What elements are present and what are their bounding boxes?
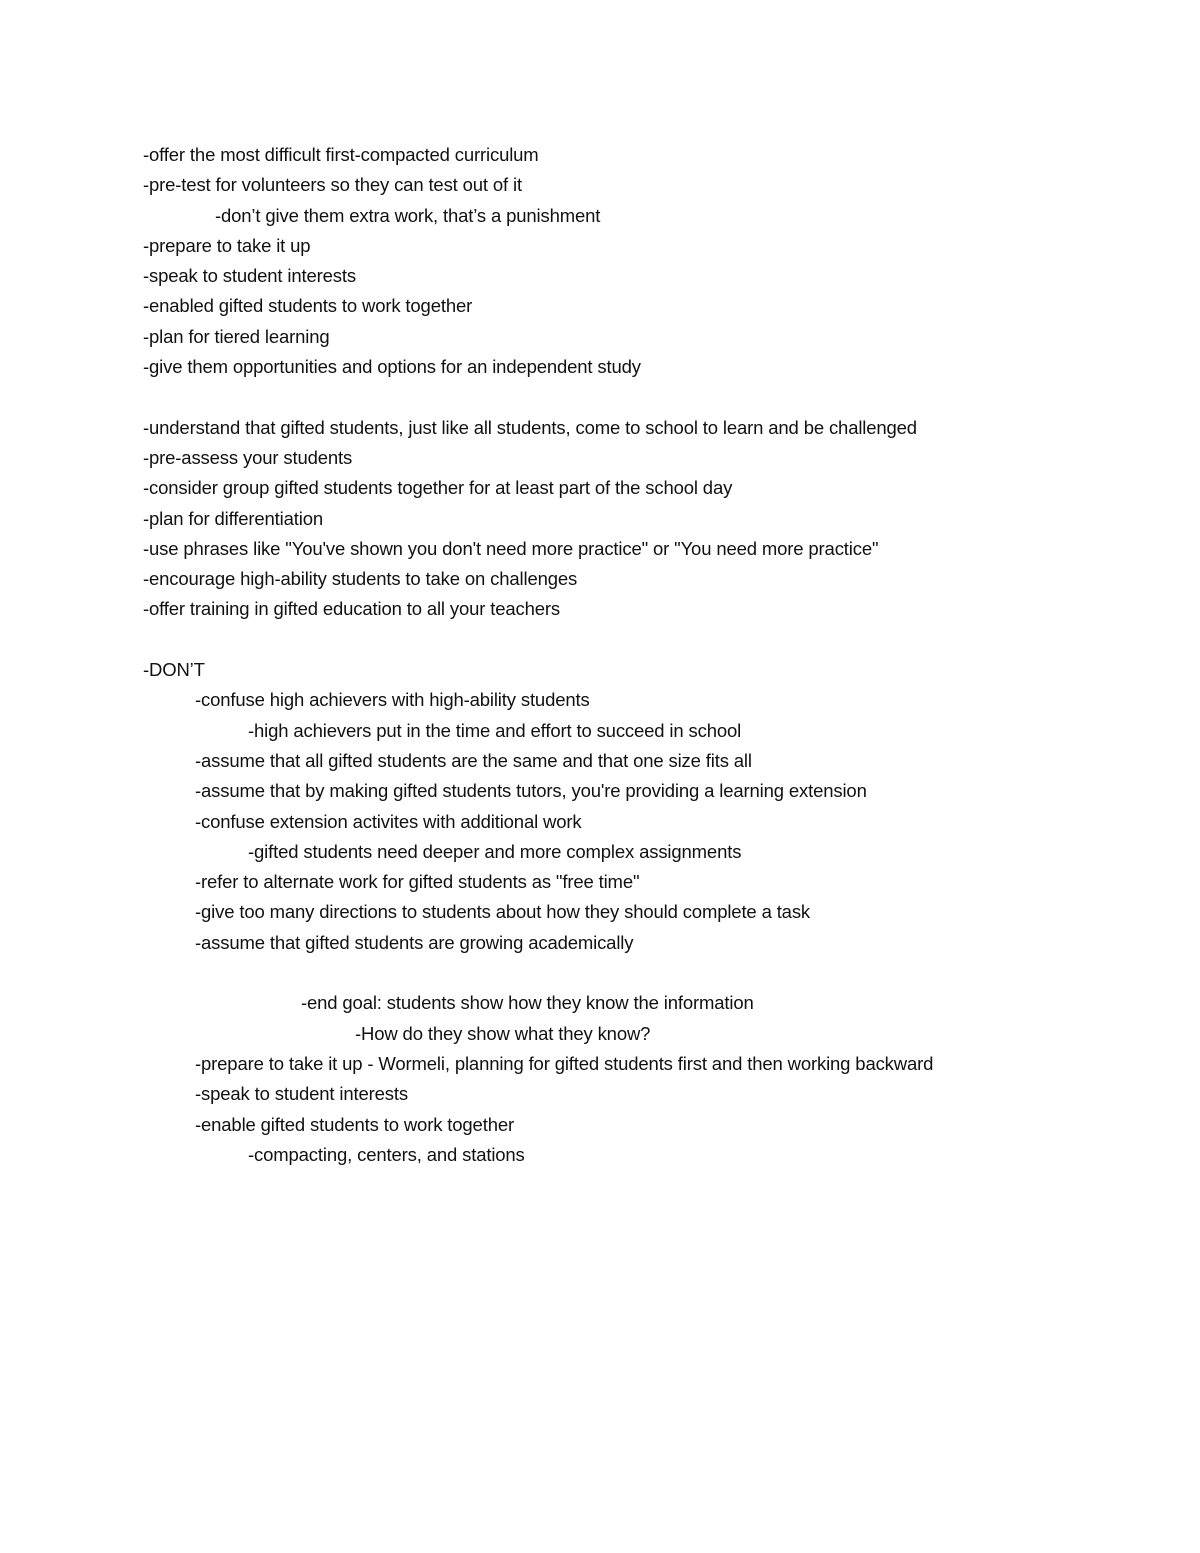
- note-line: -offer the most difficult first-compacted curriculum: [143, 144, 539, 165]
- note-line: -offer training in gifted education to all your teachers: [143, 598, 561, 620]
- note-line: -confuse high achievers with high-ability students: [195, 689, 590, 711]
- note-subline: -gifted students need deeper and more complex assignments: [248, 840, 742, 862]
- note-line: -assume that all gifted students are the same and that one size fits all: [195, 749, 752, 771]
- blank-line: [143, 625, 1143, 655]
- note-line: -prepare to take it up: [143, 234, 311, 256]
- note-line: -speak to student interests: [195, 1083, 408, 1105]
- section-heading-dont: -DON’T: [143, 659, 205, 681]
- note-line: -assume that gifted students are growing academically: [195, 931, 634, 953]
- note-line: -refer to alternate work for gifted students as "free time": [195, 871, 640, 893]
- note-subline: -high achievers put in the time and effort to succeed in school: [248, 719, 742, 741]
- note-line: -use phrases like "You've shown you don't need more practice" or "You need more practice": [143, 537, 879, 559]
- blank-line: [143, 382, 1143, 412]
- note-line: -plan for tiered learning: [143, 325, 330, 347]
- note-subline: -compacting, centers, and stations: [248, 1143, 525, 1165]
- note-line: -plan for differentiation: [143, 507, 323, 529]
- note-subline: -end goal: students show how they know the information: [301, 992, 754, 1014]
- note-line: -enabled gifted students to work together: [143, 295, 473, 317]
- note-line: -consider group gifted students together for at least part of the school day: [143, 477, 733, 499]
- note-line: -give them opportunities and options for an independent study: [143, 356, 641, 378]
- document-body: [143, 140, 1143, 1170]
- note-line: -pre-test for volunteers so they can test out of it: [143, 174, 522, 196]
- note-line: -speak to student interests: [143, 265, 356, 287]
- note-subline: -How do they show what they know?: [355, 1022, 651, 1044]
- note-line: -encourage high-ability students to take on challenges: [143, 568, 578, 590]
- blank-line: [143, 958, 1143, 988]
- note-line: -pre-assess your students: [143, 446, 353, 468]
- note-subline: -don’t give them extra work, that’s a punishment: [215, 204, 601, 226]
- note-line: -assume that by making gifted students tutors, you're providing a learning extension: [195, 780, 867, 802]
- note-line: -understand that gifted students, just like all students, come to school to learn and be challenged: [143, 416, 917, 438]
- note-line: -prepare to take it up - Wormeli, planning for gifted students first and then working backward: [195, 1052, 934, 1074]
- note-line: -confuse extension activites with additional work: [195, 810, 582, 832]
- note-line: -enable gifted students to work together: [195, 1113, 514, 1135]
- note-line: -give too many directions to students about how they should complete a task: [195, 901, 811, 923]
